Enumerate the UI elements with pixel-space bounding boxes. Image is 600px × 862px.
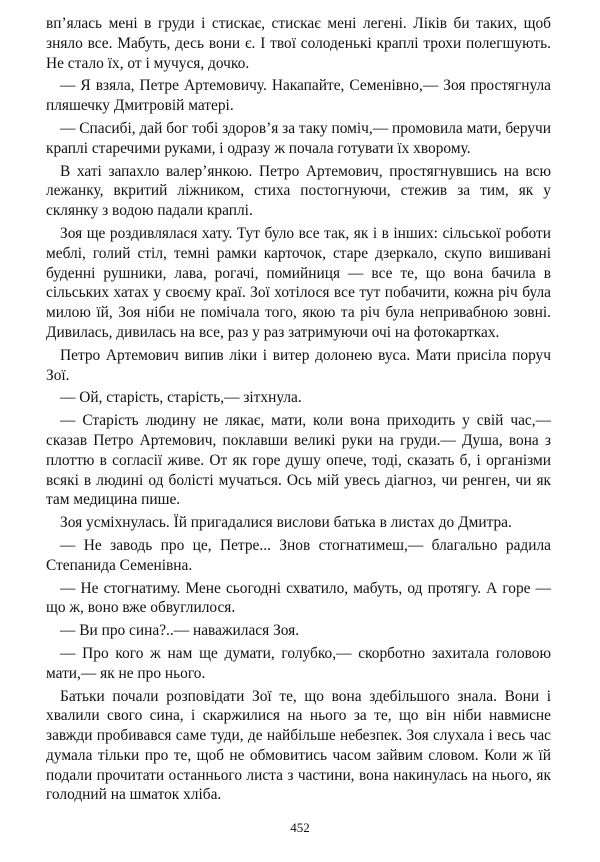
paragraph: — Я взяла, Петре Артемовичу. Накапайте, Семенівно,— Зоя простягнула пляшечку Дмитровій матері. (46, 77, 551, 115)
paragraph: — Ви про сина?..— наважилася Зоя. (60, 622, 300, 640)
book-page (46, 14, 551, 808)
paragraph: Зоя усміхнулась. Їй пригадалися вислови батька в листах до Дмитра. (60, 514, 512, 532)
paragraph: — Про кого ж нам ще думати, голубко,— скорботно захитала головою мати,— як не про нього. (46, 644, 551, 682)
paragraph: — Спасибі, дай бог тобі здоров’я за таку поміч,— промовила мати, беручи краплі старечими руками, і одразу ж почала готувати їх хворому. (46, 119, 551, 157)
paragraph: — Не стогнатиму. Мене сьогодні схватило, мабуть, од протягу. А горе — що ж, воно вже обвуглилося. (46, 579, 551, 617)
paragraph: — Старість людину не лякає, мати, коли вона приходить у свій час,— сказав Петро Артемович, поклавши великі руки на груди.— Душа, вона з плоттю в согласії живе. От як горе душу опече, тоді, сказать б, і організми всякі в людині од болісті мучаться. Ось мій увесь діагноз, чи ренген, чи як там медицина пише. (46, 412, 551, 509)
paragraph: В хаті запахло валер’янкою. Петро Артемович, простягнувшись на всю лежанку, вкритий ліжником, стиха постогнуючи, стежив за тим, як у склянку з водою падали краплі. (46, 162, 551, 220)
paragraph: Зоя ще роздивлялася хату. Тут було все так, як і в інших: сільської роботи меблі, голий стіл, темні рамки карточок, старе дзеркало, скупо вишивані буденні рушники, лава, рогачі, помийниця — все те, що вона бачила в сільських хатах у своєму краї. Зої хотілося все тут побачити, кожна річ була милою їй, Зоя ніби не помічала того, якою та річ була непривабною зовні. Дивилась, дивилась на все, раз у раз затримуючи очі на фотокартках. (46, 224, 551, 341)
paragraph: Батьки почали розповідати Зої те, що вона здебільшого знала. Вони і хвалили свого сина, і скаржилися на нього за те, що він ніби навмисне завжди пробивався саме туди, де найбільше небезпек. Зоя слухала і весь час думала тільки про те, щоб не обмовитись часом зайвим словом. Коли ж їй подали прочитати останнього листа з частини, вона накинулась на нього, як голодний на шматок хліба. (46, 687, 551, 804)
paragraph: вп’ялась мені в груди і стискає, стискає мені легені. Ліків би таких, щоб зняло все. Мабуть, десь вони є. І твої солоденькі краплі трохи полегшують. Не стало їх, от і мучуся, дочко. (46, 15, 551, 72)
paragraph: — Не заводь про це, Петре... Знов стогнатимеш,— благально радила Степанида Семенівна. (46, 536, 551, 574)
paragraph: — Ой, старість, старість,— зітхнула. (60, 389, 302, 407)
paragraph: Петро Артемович випив ліки і витер долонею вуса. Мати присіла поруч Зої. (46, 346, 551, 384)
page-number: 452 (290, 820, 310, 835)
